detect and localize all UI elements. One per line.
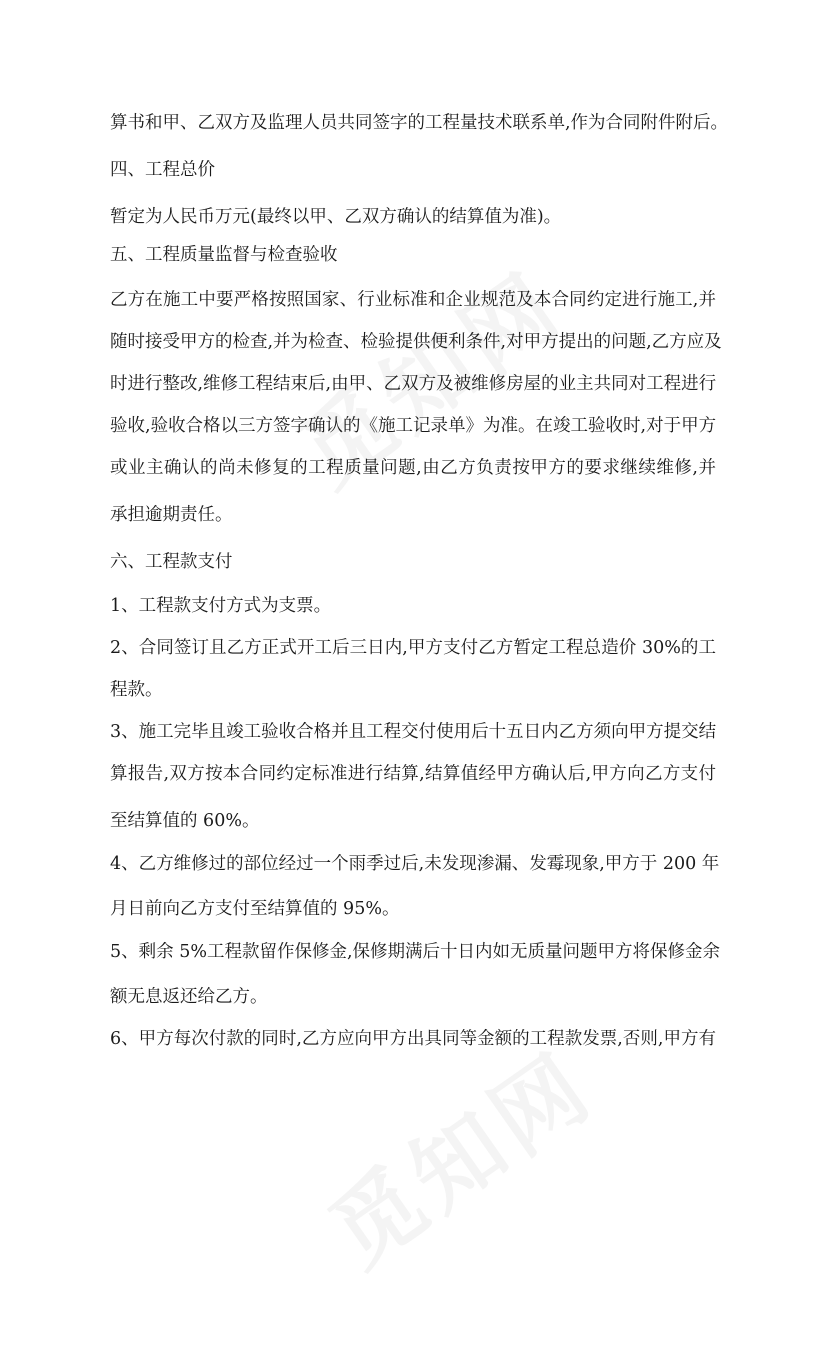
watermark-logo-bottom — [300, 1012, 660, 1348]
watermark-logo — [270, 232, 630, 568]
paragraph-line: 额无息返还给乙方。 — [110, 987, 268, 1007]
paragraph-line: 时进行整改,维修工程结束后,由甲、乙双方及被维修房屋的业主共同对工程进行 — [110, 374, 717, 394]
section-heading-payment: 六、工程款支付 — [110, 552, 233, 572]
paragraph-line: 算报告,双方按本合同约定标准进行结算,结算值经甲方确认后,甲方向乙方支付 — [110, 764, 716, 784]
paragraph-line: 程款。 — [110, 680, 163, 700]
paragraph-line: 承担逾期责任。 — [110, 505, 233, 525]
list-item: 3、施工完毕且竣工验收合格并且工程交付使用后十五日内乙方须向甲方提交结 — [110, 722, 717, 742]
list-item: 1、工程款支付方式为支票。 — [110, 596, 332, 616]
section-heading-total-price: 四、工程总价 — [110, 160, 215, 180]
paragraph-line: 随时接受甲方的检查,并为检查、检验提供便利条件,对甲方提出的问题,乙方应及 — [110, 332, 722, 352]
paragraph-line: 至结算值的 60%。 — [110, 811, 260, 831]
paragraph-line: 或业主确认的尚未修复的工程质量问题,由乙方负责按甲方的要求继续维修,并 — [110, 458, 716, 478]
paragraph-line: 验收,验收合格以三方签字确认的《施工记录单》为准。在竣工验收时,对于甲方 — [110, 416, 717, 436]
list-item: 6、甲方每次付款的同时,乙方应向甲方出具同等金额的工程款发票,否则,甲方有 — [110, 1029, 716, 1049]
list-item: 5、剩余 5%工程款留作保修金,保修期满后十日内如无质量问题甲方将保修金余 — [110, 942, 721, 962]
list-item: 2、合同签订且乙方正式开工后三日内,甲方支付乙方暂定工程总造价 30%的工 — [110, 638, 716, 658]
paragraph-line: 暂定为人民币万元(最终以甲、乙双方确认的结算值为准)。 — [110, 207, 562, 227]
paragraph-line: 月日前向乙方支付至结算值的 95%。 — [110, 899, 400, 919]
list-item: 4、乙方维修过的部位经过一个雨季过后,未发现渗漏、发霉现象,甲方于 200 年 — [110, 854, 720, 874]
paragraph-line: 算书和甲、乙双方及监理人员共同签字的工程量技术联系单,作为合同附件附后。 — [110, 113, 729, 133]
section-heading-quality: 五、工程质量监督与检查验收 — [110, 245, 338, 265]
paragraph-line: 乙方在施工中要严格按照国家、行业标准和企业规范及本合同约定进行施工,并 — [110, 290, 716, 310]
